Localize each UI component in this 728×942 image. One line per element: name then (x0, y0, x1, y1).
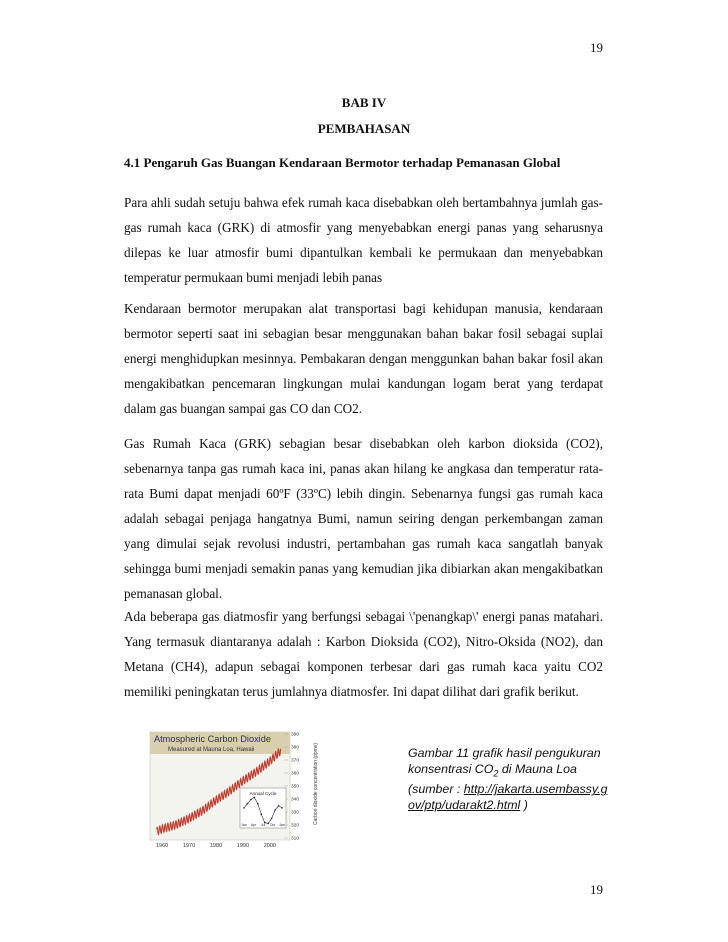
inset-point (281, 807, 283, 809)
paragraph-2: Kendaraan bermotor merupakan alat transportasi bagi kehidupan manusia, kendaraan bermotor seperti saat ini sebagian besar menggunakan bahan bakar fosil sebagai suplai energi menghidupkan mesinnya. Pembakaran dengan menggunkan bahan bakar fosil akan mengakibatkan pencemaran lingkungan mulai kandungan logam berat yang terdapat dalam gas buangan sampai gas CO dan CO2. (124, 301, 603, 416)
x-tick-label: 1970 (182, 843, 196, 849)
chart-title: Atmospheric Carbon Dioxide (154, 734, 271, 744)
paragraph-1: Para ahli sudah setuju bahwa efek rumah kaca disebabkan oleh bertambahnya jumlah gas-gas rumah kaca (GRK) di atmosfir yang menyebabkan energi panas yang seharusnya dilepas ke luar atmosfir bumi dipantulkan kembali ke permukaan dan menyebabkan temperatur permukaan bumi menjadi lebih panas (124, 195, 603, 285)
inset-point (254, 797, 256, 799)
annual-cycle-inset (240, 788, 286, 828)
y-tick-label: 380 (291, 745, 300, 751)
y-tick-label: 310 (291, 836, 300, 842)
y-tick-label: 340 (291, 797, 300, 803)
figure-caption (408, 745, 608, 813)
inset-tick-label: Apr (250, 823, 257, 827)
section-heading: 4.1 Pengaruh Gas Buangan Kendaraan Bermotor terhadap Pemanasan Global (124, 155, 561, 170)
x-tick-label: 1990 (236, 843, 250, 849)
co2-chart-svg (146, 726, 324, 853)
chapter-label: BAB IV (341, 95, 387, 110)
inset-tick-label: Oct (269, 823, 276, 827)
inset-tick-label: Jul (260, 823, 266, 827)
x-tick-label: 1960 (155, 843, 169, 849)
inset-title: Annual Cycle (249, 791, 277, 796)
caption-subscript: 2 (493, 768, 499, 779)
paragraph-4: Ada beberapa gas diatmosfir yang berfungsi sebagai \'penangkap\' energi panas matahari. Yang termasuk diantaranya adalah : Karbon Dioksida (CO2), Nitro-Oksida (NO2), dan Metana (CH4), adapun sebagai komponen terbesar dari gas rumah kaca yaitu CO2 memiliki peningkatan terus jumlahnya diatmosfer. Ini dapat dilihat dari grafik berikut. (124, 609, 603, 699)
inset-tick-label: Jan (279, 823, 285, 827)
page-number-top: 19 (590, 40, 603, 55)
caption-text-tail: di Mauna Loa (sumber : (408, 762, 577, 797)
inset-point (271, 818, 273, 820)
y-tick-label: 330 (291, 810, 300, 816)
y-tick-label: 320 (291, 823, 300, 829)
inset-tick-label: Jan (241, 823, 247, 827)
inset-point (260, 813, 262, 815)
y-tick-labels (291, 732, 299, 842)
y-tick-label: 370 (291, 758, 300, 764)
inset-point (243, 807, 245, 809)
co2-chart (146, 726, 324, 853)
y-tick-label: 390 (291, 732, 300, 738)
inset-point (247, 803, 249, 805)
inset-point (274, 809, 276, 811)
y-tick-label: 350 (291, 784, 300, 790)
x-tick-label: 2000 (263, 843, 276, 849)
chapter-title: PEMBAHASAN (317, 121, 411, 136)
paragraph-3: Gas Rumah Kaca (GRK) sebagian besar disebabkan oleh karbon dioksida (CO2), sebenarnya tanpa gas rumah kaca ini, panas akan hilang ke angkasa dan temperatur rata-rata Bumi dapat menjadi 60ºF (33ºC) lebih dingin. Sebenarnya fungsi gas rumah kaca adalah sebagai penjaga hangatnya Bumi, namun seiring dengan perkembangan zaman yang dimulai sejak revolusi industri, pertambahan gas rumah kaca sangatlah banyak sehingga bumi menjadi semakin panas yang kemudian jika dibiarkan akan mengakibatkan pemanasan global. (124, 436, 603, 601)
page-number-bottom: 19 (590, 882, 603, 897)
inset-point (250, 799, 252, 801)
caption-source-link[interactable]: http://jakarta.usembassy.gov/ptp/udarakt2.html (408, 782, 608, 813)
chart-subtitle: Measured at Mauna Loa, Hawaii (168, 747, 255, 753)
inset-point (257, 803, 259, 805)
caption-end: ) (520, 798, 528, 813)
y-axis-label: Carbon dioxide concentration (ppmv) (313, 743, 319, 825)
inset-point (278, 805, 280, 807)
y-tick-label: 360 (291, 771, 300, 777)
caption-text: Gambar 11 grafik hasil pengukuran konsentrasi CO (408, 746, 601, 776)
x-tick-label: 1980 (209, 843, 223, 849)
